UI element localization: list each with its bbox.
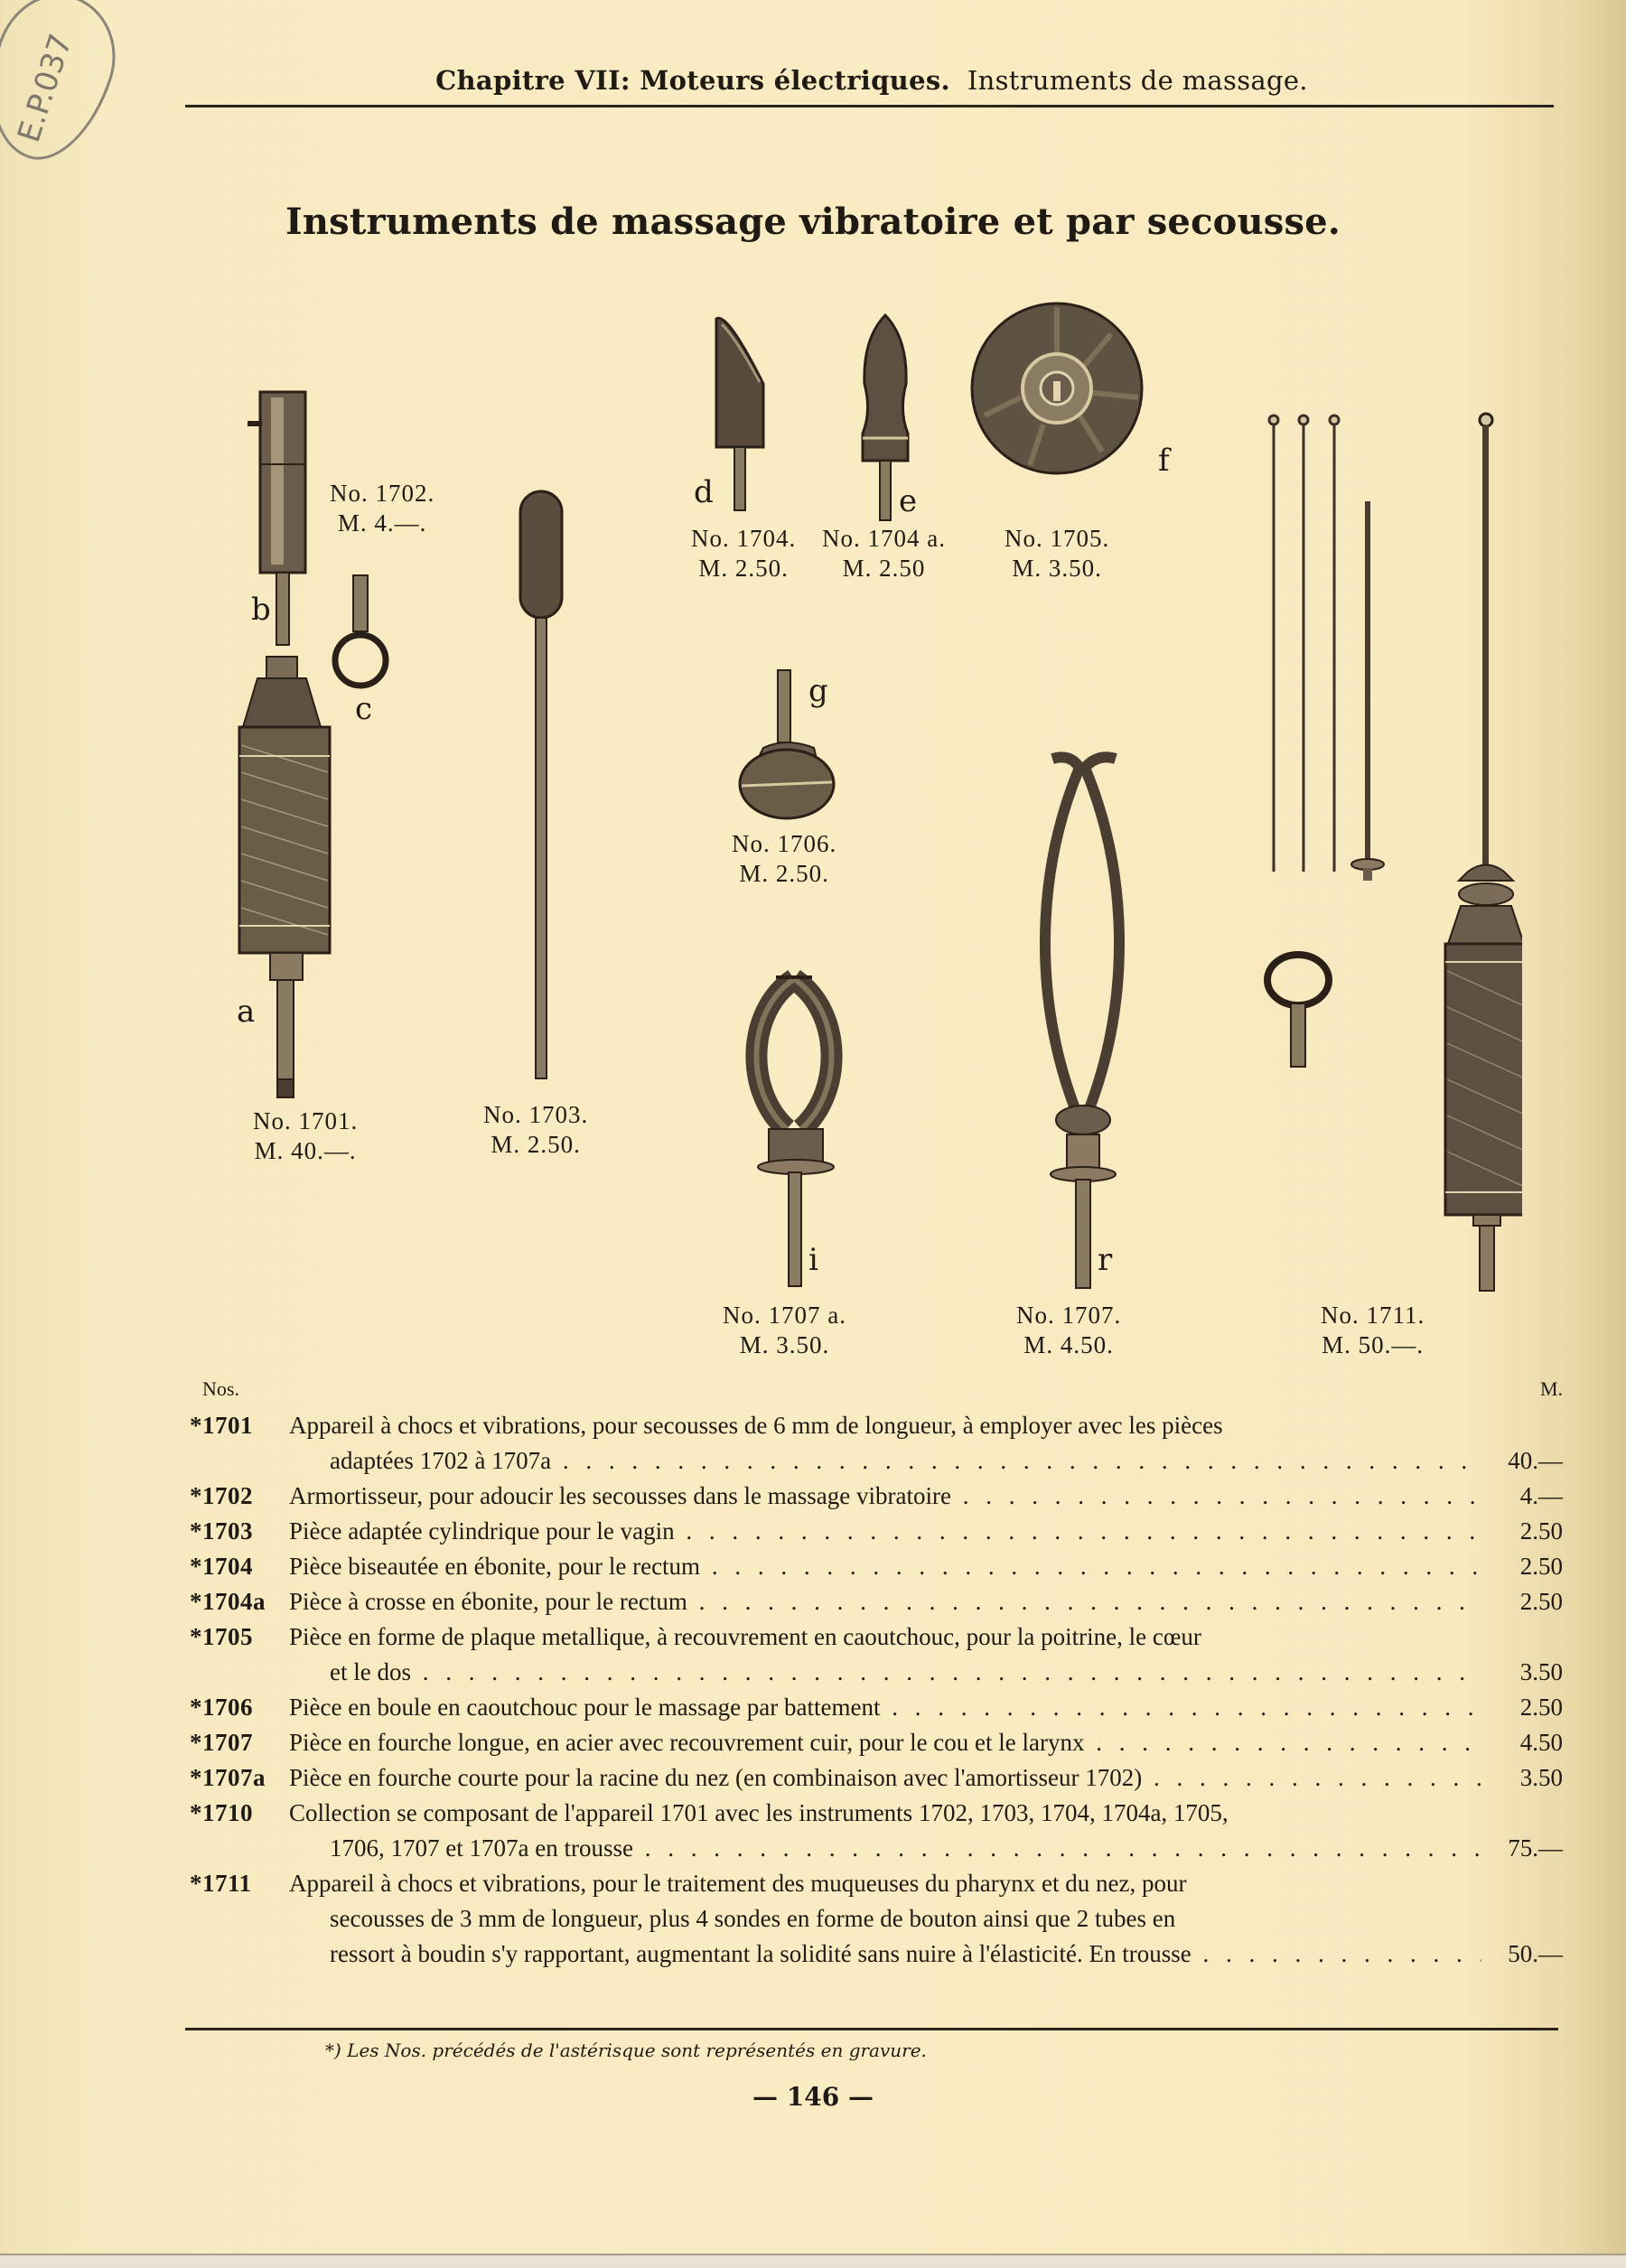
engraving-1704-bevelled-piece xyxy=(709,312,772,515)
figure-letter-e: e xyxy=(899,483,918,519)
price-row-1703: *1703 Pièce adaptée cylindrique pour le vagin . . . 2.50 xyxy=(190,1514,1563,1549)
header-price: M. xyxy=(1539,1377,1563,1400)
engraving-1703-cylindrical-piece xyxy=(515,488,569,1084)
caption-1706: No. 1706. M. 2.50. xyxy=(732,830,837,887)
price-list-header xyxy=(190,1377,1563,1408)
page-title: Instruments de massage vibratoire et par secousse. xyxy=(285,201,1341,243)
running-head-section: Instruments de massage. xyxy=(967,65,1308,96)
figure-letter-g: g xyxy=(808,673,828,709)
footer-rule xyxy=(185,2028,1558,2030)
library-stamp-text: E.P.037 xyxy=(11,29,80,147)
price-row-1707a: *1707a Pièce en fourche courte pour la racine du nez (en combinaison avec l'amortisseur 1702) . . . 3.50 xyxy=(190,1760,1563,1796)
caption-1711: No. 1711. M. 50.—. xyxy=(1321,1302,1425,1358)
caption-1707: No. 1707. M. 4.50. xyxy=(1016,1302,1122,1358)
caption-1705: No. 1705. M. 3.50. xyxy=(1005,525,1110,582)
caption-1702: No. 1702. M. 4.—. xyxy=(330,480,435,537)
engraving-1705-plate-piece xyxy=(967,298,1147,479)
price-row-1707: *1707 Pièce en fourche longue, en acier avec recouvrement cuir, pour le cou et le larynx . . . 4.50 xyxy=(190,1725,1563,1760)
figure-letter-b: b xyxy=(251,592,271,628)
figure-letter-f: f xyxy=(1158,443,1170,479)
engraving-1701-vibration-device xyxy=(230,655,348,1106)
figure-letter-c: c xyxy=(355,691,373,727)
running-head-chapter: Chapitre VII: Moteurs électriques. xyxy=(435,65,950,96)
price-row-1706: *1706 Pièce en boule en caoutchouc pour le massage par battement . . . 2.50 xyxy=(190,1690,1563,1725)
price-row-1710: *1710 Collection se composant de l'appareil 1701 avec les instruments 1702, 1703, 1704, 1704a, 1705, 1706, 1707 et 1707a en trousse . . . 75.— xyxy=(190,1796,1563,1866)
caption-1703: No. 1703. M. 2.50. xyxy=(483,1101,589,1158)
header-rule xyxy=(185,105,1554,107)
price-row-1705: *1705 Pièce en forme de plaque metallique, à recouvrement en caoutchouc, pour la poitrine, le cœur et le dos . . . 3.50 xyxy=(190,1619,1563,1690)
caption-1707a: No. 1707 a. M. 3.50. xyxy=(723,1302,846,1358)
figure-letter-a: a xyxy=(237,994,256,1030)
price-row-1711: *1711 Appareil à chocs et vibrations, pour le traitement des muqueuses du pharynx et du nez, pour secousses de 3 mm de longueur, plus 4 sondes en forme de bouton ainsi que 2 tubes en ressort à boudin s'y rapportant, augmentant la solidité sans nuire à l'élasticité. En trousse . . . 50.— xyxy=(190,1866,1563,1972)
header-nos: Nos. xyxy=(202,1377,239,1400)
price-row-1704: *1704 Pièce biseautée en ébonite, pour le rectum . . . 2.50 xyxy=(190,1549,1563,1584)
price-row-1701: *1701 Appareil à chocs et vibrations, pour secousses de 6 mm de longueur, à employer avec les pièces adaptées 1702 à 1707a . . . 40.— xyxy=(190,1408,1563,1479)
caption-1704a: No. 1704 a. M. 2.50 xyxy=(822,525,946,582)
price-row-1704a: *1704a Pièce à crosse en ébonite, pour le rectum . . . 2.50 xyxy=(190,1584,1563,1619)
footnote: *) Les Nos. précédés de l'astérisque sont représentés en gravure. xyxy=(325,2039,927,2061)
price-list xyxy=(190,1377,1563,1972)
page-number: — 146 — xyxy=(752,2082,874,2112)
figure-letter-i: i xyxy=(808,1242,818,1278)
running-head xyxy=(185,65,1558,96)
engraving-1706-ball-piece xyxy=(736,668,845,822)
library-stamp xyxy=(0,0,133,175)
figure-letter-d: d xyxy=(694,474,714,510)
engraving-1711-pharynx-device xyxy=(1260,411,1522,1296)
figure-letter-r: r xyxy=(1098,1242,1113,1278)
engraving-1707-long-fork xyxy=(1025,750,1143,1292)
caption-1704: No. 1704. M. 2.50. xyxy=(691,525,797,582)
engraving-1707a-short-fork xyxy=(736,966,854,1292)
caption-1701: No. 1701. M. 40.—. xyxy=(253,1107,359,1164)
price-row-1702: *1702 Armortisseur, pour adoucir les secousses dans le massage vibratoire . . . 4.— xyxy=(190,1479,1563,1514)
